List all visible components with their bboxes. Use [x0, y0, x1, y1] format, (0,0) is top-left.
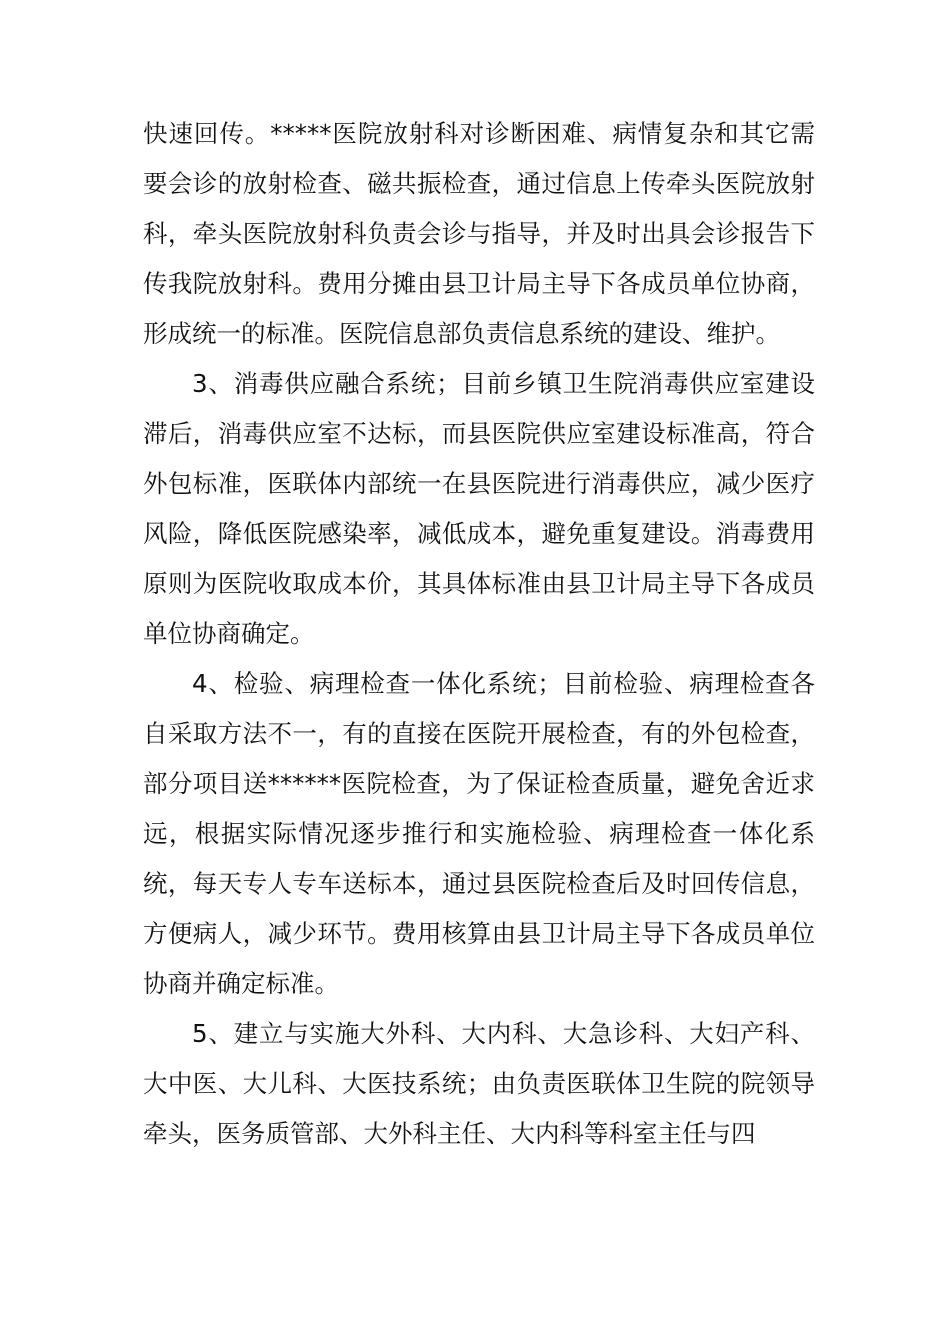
- paragraph-disinfection-supply: 3、消毒供应融合系统；目前乡镇卫生院消毒供应室建设滞后，消毒供应室不达标，而县医院供应室建设标准高，符合外包标准，医联体内部统一在县医院进行消毒供应，减少医疗风险，降低医院感染率，减低成本，避免重复建设。消毒费用原则为医院收取成本价，其具体标准由县卫计局主导下各成员单位协商确定。: [143, 369, 815, 648]
- paragraph-radiology-continued: 快速回传。*****医院放射科对诊断困难、病情复杂和其它需要会诊的放射检查、磁共振检查，通过信息上传牵头医院放射科，牵头医院放射科负责会诊与指导，并及时出具会诊报告下传我院放射科。费用分摊由县卫计局主导下各成员单位协商，形成统一的标准。医院信息部负责信息系统的建设、维护。: [143, 119, 815, 348]
- paragraph-lab-pathology: 4、检验、病理检查一体化系统；目前检验、病理检查各自采取方法不一，有的直接在医院开展检查，有的外包检查，部分项目送******医院检查，为了保证检查质量，避免舍近求远，根据实际情况逐步推行和实施检验、病理检查一体化系统，每天专人专车送标本，通过县医院检查后及时回传信息，方便病人，减少环节。费用核算由县卫计局主导下各成员单位协商并确定标准。: [143, 669, 815, 998]
- paragraph-departments: 5、建立与实施大外科、大内科、大急诊科、大妇产科、大中医、大儿科、大医技系统；由负责医联体卫生院的院领导牵头，医务质管部、大外科主任、大内科等科室主任与四: [143, 1019, 815, 1148]
- document-body: [143, 109, 815, 1159]
